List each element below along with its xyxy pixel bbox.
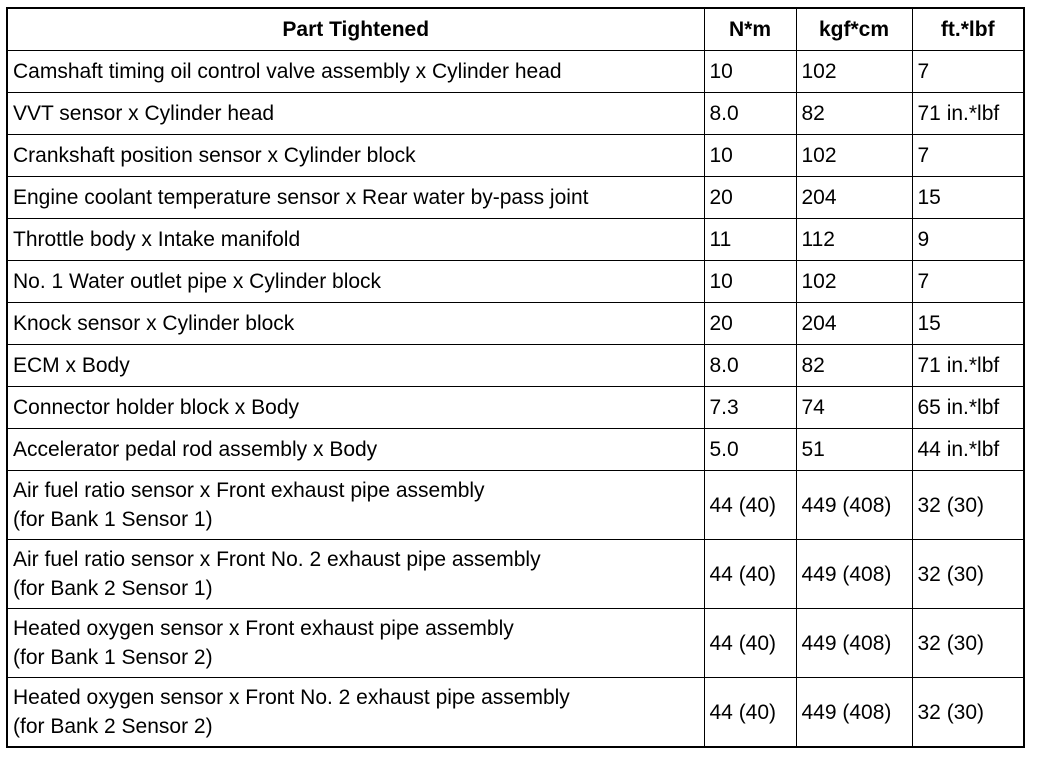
cell-part-tightened <box>7 135 704 177</box>
cell-kgf-cm: 74 <box>796 387 912 429</box>
table-row <box>7 219 1024 261</box>
table-body <box>7 51 1024 748</box>
cell-kgf-cm: 82 <box>796 93 912 135</box>
part-text-line: Heated oxygen sensor x Front No. 2 exhaust pipe assembly <box>13 686 570 709</box>
cell-kgf-cm: 102 <box>796 261 912 303</box>
cell-kgf-cm: 449 (408) <box>796 678 912 748</box>
header-row <box>7 8 1024 51</box>
header-nm: N*m <box>704 8 796 51</box>
cell-kgf-cm: 82 <box>796 345 912 387</box>
part-text-line: (for Bank 2 Sensor 1) <box>13 577 213 600</box>
cell-ft-lbf: 32 (30) <box>912 471 1024 540</box>
table-row <box>7 387 1024 429</box>
part-text-line: Air fuel ratio sensor x Front exhaust pipe assembly <box>13 479 485 502</box>
part-text-line: Heated oxygen sensor x Front exhaust pipe assembly <box>13 617 514 640</box>
part-text-line: Connector holder block x Body <box>13 396 299 419</box>
part-text-line: Accelerator pedal rod assembly x Body <box>13 438 378 461</box>
header-ft-lbf: ft.*lbf <box>912 8 1024 51</box>
cell-kgf-cm: 449 (408) <box>796 471 912 540</box>
cell-nm: 44 (40) <box>704 540 796 609</box>
cell-ft-lbf: 65 in.*lbf <box>912 387 1024 429</box>
cell-ft-lbf: 7 <box>912 135 1024 177</box>
part-text-line: No. 1 Water outlet pipe x Cylinder block <box>13 270 382 293</box>
part-text-line: Camshaft timing oil control valve assembly x Cylinder head <box>13 60 562 83</box>
cell-nm: 5.0 <box>704 429 796 471</box>
table-row <box>7 471 1024 540</box>
cell-nm: 20 <box>704 303 796 345</box>
cell-nm: 44 (40) <box>704 471 796 540</box>
cell-ft-lbf: 7 <box>912 51 1024 93</box>
part-text-line: Throttle body x Intake manifold <box>13 228 301 251</box>
cell-part-tightened <box>7 471 704 540</box>
cell-ft-lbf: 9 <box>912 219 1024 261</box>
cell-part-tightened <box>7 609 704 678</box>
part-text-line: Air fuel ratio sensor x Front No. 2 exhaust pipe assembly <box>13 548 541 571</box>
table-row <box>7 303 1024 345</box>
cell-kgf-cm: 449 (408) <box>796 609 912 678</box>
table-row <box>7 93 1024 135</box>
cell-ft-lbf: 44 in.*lbf <box>912 429 1024 471</box>
cell-nm: 10 <box>704 51 796 93</box>
cell-nm: 20 <box>704 177 796 219</box>
table-row <box>7 609 1024 678</box>
cell-part-tightened <box>7 678 704 748</box>
table-row <box>7 51 1024 93</box>
cell-kgf-cm: 51 <box>796 429 912 471</box>
cell-nm: 8.0 <box>704 93 796 135</box>
cell-kgf-cm: 102 <box>796 135 912 177</box>
part-text-line: Engine coolant temperature sensor x Rear water by-pass joint <box>13 186 589 209</box>
table-row <box>7 261 1024 303</box>
cell-part-tightened <box>7 540 704 609</box>
part-text-line: Crankshaft position sensor x Cylinder block <box>13 144 416 167</box>
cell-nm: 44 (40) <box>704 609 796 678</box>
part-text-line: ECM x Body <box>13 354 130 377</box>
part-text-line: (for Bank 1 Sensor 1) <box>13 508 213 531</box>
cell-part-tightened <box>7 345 704 387</box>
cell-part-tightened <box>7 219 704 261</box>
header-kgf-cm: kgf*cm <box>796 8 912 51</box>
cell-ft-lbf: 15 <box>912 177 1024 219</box>
cell-nm: 10 <box>704 261 796 303</box>
part-text-line: (for Bank 1 Sensor 2) <box>13 646 213 669</box>
cell-nm: 11 <box>704 219 796 261</box>
cell-nm: 8.0 <box>704 345 796 387</box>
cell-ft-lbf: 32 (30) <box>912 678 1024 748</box>
part-text-line: (for Bank 2 Sensor 2) <box>13 715 213 738</box>
cell-kgf-cm: 204 <box>796 303 912 345</box>
header-part-tightened: Part Tightened <box>7 8 704 51</box>
torque-spec-table <box>6 7 1025 748</box>
cell-part-tightened <box>7 177 704 219</box>
table-row <box>7 540 1024 609</box>
cell-kgf-cm: 102 <box>796 51 912 93</box>
cell-part-tightened <box>7 261 704 303</box>
part-text-line: Knock sensor x Cylinder block <box>13 312 295 335</box>
cell-ft-lbf: 71 in.*lbf <box>912 345 1024 387</box>
cell-kgf-cm: 112 <box>796 219 912 261</box>
cell-nm: 7.3 <box>704 387 796 429</box>
cell-ft-lbf: 32 (30) <box>912 609 1024 678</box>
cell-ft-lbf: 15 <box>912 303 1024 345</box>
cell-ft-lbf: 7 <box>912 261 1024 303</box>
cell-ft-lbf: 32 (30) <box>912 540 1024 609</box>
table-row <box>7 345 1024 387</box>
table-row <box>7 678 1024 748</box>
cell-ft-lbf: 71 in.*lbf <box>912 93 1024 135</box>
cell-part-tightened <box>7 93 704 135</box>
cell-part-tightened <box>7 51 704 93</box>
table-row <box>7 177 1024 219</box>
cell-nm: 10 <box>704 135 796 177</box>
cell-kgf-cm: 204 <box>796 177 912 219</box>
cell-part-tightened <box>7 387 704 429</box>
cell-nm: 44 (40) <box>704 678 796 748</box>
cell-part-tightened <box>7 429 704 471</box>
part-text-line: VVT sensor x Cylinder head <box>13 102 275 125</box>
table-row <box>7 429 1024 471</box>
cell-part-tightened <box>7 303 704 345</box>
cell-kgf-cm: 449 (408) <box>796 540 912 609</box>
table-row <box>7 135 1024 177</box>
